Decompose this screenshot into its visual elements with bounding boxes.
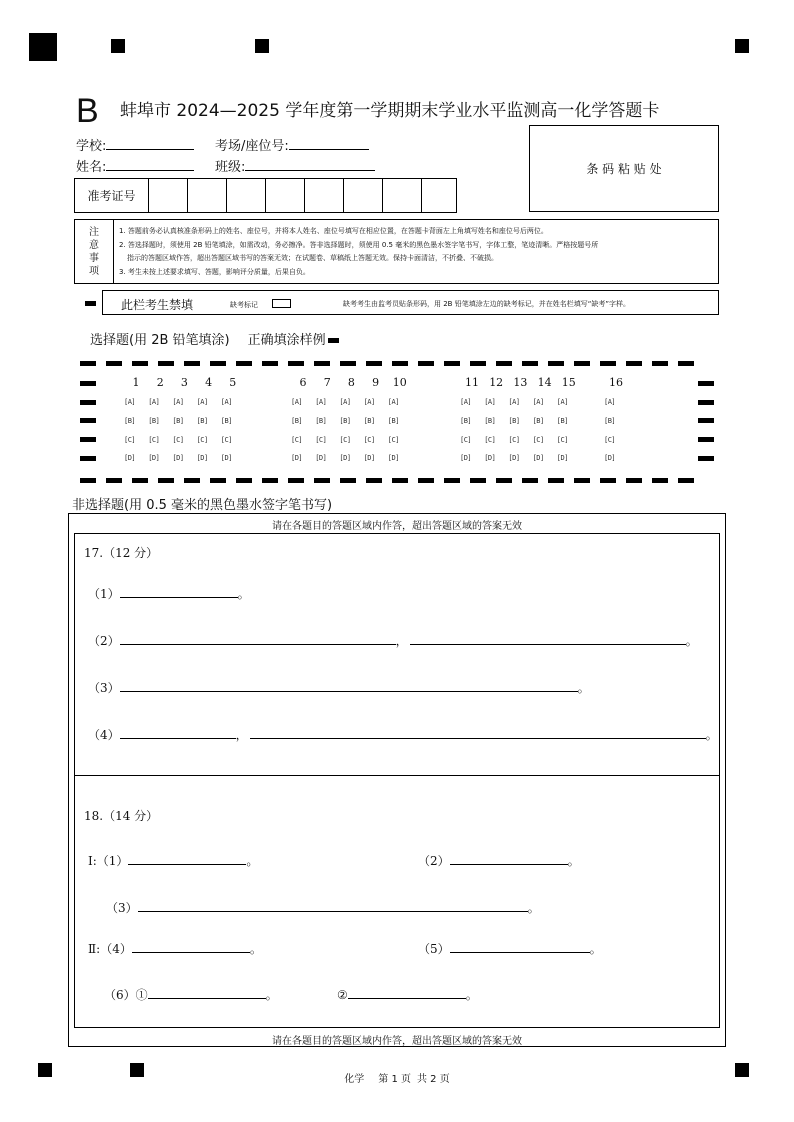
answer-bubble[interactable]: [B]	[532, 417, 544, 425]
answer-bubble[interactable]: [D]	[339, 454, 351, 462]
footer-total: 共 2 页	[417, 1074, 450, 1085]
name-field[interactable]	[76, 156, 194, 175]
timing-dash-bottom	[444, 478, 460, 483]
answer-bubble[interactable]: [D]	[508, 454, 520, 462]
answer-bubble[interactable]: [D]	[148, 454, 160, 462]
barcode-area	[529, 125, 719, 212]
timing-dash-left	[80, 418, 96, 423]
answer-bubble[interactable]: [B]	[604, 417, 616, 425]
timing-dash-top	[522, 361, 538, 366]
question-number: 10	[392, 376, 407, 389]
timing-dash-left	[80, 437, 96, 442]
q18-part4[interactable]: Ⅱ:（4） 。	[88, 942, 262, 956]
answer-bubble[interactable]: [B]	[315, 417, 327, 425]
absent-mark-label: 缺考标记	[230, 301, 258, 309]
answer-bubble[interactable]: [D]	[387, 454, 399, 462]
exam-id-cell[interactable]	[344, 179, 383, 212]
footer-page: 第 1 页	[378, 1074, 411, 1085]
absent-row-note: 缺考考生由监考员贴条形码，用 2B 铅笔填涂左边的缺考标记，并在姓名栏填写“缺考”字样。	[343, 300, 630, 308]
answer-bubble[interactable]: [C]	[556, 436, 568, 444]
school-field[interactable]	[76, 135, 194, 154]
timing-dash-bottom	[184, 478, 200, 483]
exam-id-cell[interactable]	[383, 179, 422, 212]
room-seat-field[interactable]	[215, 135, 369, 154]
timing-dash-bottom	[210, 478, 226, 483]
timing-dash-bottom	[522, 478, 538, 483]
answer-bubble[interactable]: [B]	[387, 417, 399, 425]
timing-mark-top-2	[255, 39, 269, 53]
answer-bubble[interactable]: [D]	[604, 454, 616, 462]
sample-fill-mark	[328, 338, 339, 343]
footer-subject: 化学	[344, 1074, 365, 1085]
q17-part2[interactable]: （2） ， 。	[88, 634, 698, 648]
timing-dash-right	[698, 381, 714, 386]
answer-bubble[interactable]: [C]	[532, 436, 544, 444]
answer-bubble[interactable]: [D]	[363, 454, 375, 462]
question-number: 15	[561, 376, 576, 389]
timing-dash-bottom	[418, 478, 434, 483]
answer-bubble[interactable]: [B]	[556, 417, 568, 425]
timing-dash-bottom	[236, 478, 252, 483]
timing-dash-right	[698, 456, 714, 461]
timing-dash-right	[698, 437, 714, 442]
timing-dash-right	[698, 400, 714, 405]
timing-dash-top	[548, 361, 564, 366]
timing-dash-bottom	[652, 478, 668, 483]
timing-dash-bottom	[574, 478, 590, 483]
answer-bubble[interactable]: [C]	[363, 436, 375, 444]
exam-id-label: 准考证号	[75, 179, 149, 212]
timing-dash-top	[574, 361, 590, 366]
answer-bubble[interactable]: [A]	[508, 398, 520, 406]
question-number: 12	[489, 376, 504, 389]
timing-dash-left	[80, 381, 96, 386]
timing-dash-top	[340, 361, 356, 366]
timing-dash-bottom	[600, 478, 616, 483]
timing-dash-top	[366, 361, 382, 366]
timing-dash-top	[444, 361, 460, 366]
answer-bubble[interactable]: [C]	[387, 436, 399, 444]
answer-bubble[interactable]: [C]	[604, 436, 616, 444]
timing-dash-right	[698, 418, 714, 423]
choice-section-title: 选择题(用 2B 铅笔填涂) 正确填涂样例	[90, 329, 339, 348]
timing-dash-left	[80, 400, 96, 405]
timing-dash-top	[158, 361, 174, 366]
answer-bubble[interactable]: [C]	[196, 436, 208, 444]
class-field[interactable]	[215, 156, 375, 175]
question-number: 14	[537, 376, 552, 389]
timing-dash-bottom	[340, 478, 356, 483]
answer-bubble[interactable]: [B]	[220, 417, 232, 425]
timing-mark-top-right	[735, 39, 749, 53]
question-number: 16	[609, 376, 623, 389]
timing-dash-bottom	[132, 478, 148, 483]
answer-bubble[interactable]: [A]	[339, 398, 351, 406]
timing-dash-bottom	[80, 478, 96, 483]
exam-id-cell[interactable]	[305, 179, 344, 212]
question-number: 4	[205, 376, 213, 389]
timing-dash-top	[470, 361, 486, 366]
room-seat-label: 考场/座位号:	[215, 139, 289, 154]
answer-bubble[interactable]: [D]	[196, 454, 208, 462]
q18-part6b[interactable]: ② 。	[337, 988, 478, 1002]
question-number: 11	[465, 376, 479, 389]
q17-title: 17.（12 分）	[84, 546, 159, 560]
timing-dash-top	[314, 361, 330, 366]
answer-bubble[interactable]: [B]	[172, 417, 184, 425]
answer-bubble[interactable]: [B]	[484, 417, 496, 425]
answer-bubble[interactable]: [A]	[460, 398, 472, 406]
answer-bubble[interactable]: [B]	[124, 417, 136, 425]
q18-title: 18.（14 分）	[84, 809, 159, 823]
answer-bubble[interactable]: [D]	[315, 454, 327, 462]
q17-part1[interactable]: （1） 。	[88, 587, 250, 601]
timing-dash-bottom	[470, 478, 486, 483]
exam-id-grid[interactable]	[74, 178, 457, 213]
timing-dash-bottom	[262, 478, 278, 483]
answer-bubble[interactable]: [D]	[532, 454, 544, 462]
timing-mark-top-left	[29, 33, 57, 61]
answer-bubble[interactable]: [D]	[220, 454, 232, 462]
exam-id-cell[interactable]	[149, 179, 188, 212]
timing-dash-bottom	[548, 478, 564, 483]
notice-item: 2. 答选择题时，须使用 2B 铅笔填涂，如需改动，务必擦净。答非选择题时，须使用 0.5 毫米的黑色墨水签字笔书写，字体工整，笔迹清晰。严格按题号所	[119, 241, 599, 249]
notice-item: 指示的答题区域作答，超出答题区域书写的答案无效；在试题卷、草稿纸上答题无效。保持卡面清洁，不折叠、不破损。	[127, 254, 498, 262]
question-number: 13	[513, 376, 528, 389]
timing-mark-top-1	[111, 39, 125, 53]
question-number: 1	[132, 376, 140, 389]
question-number: 3	[180, 376, 188, 389]
answer-bubble[interactable]: [C]	[148, 436, 160, 444]
question-number: 7	[323, 376, 331, 389]
answer-bubble[interactable]: [D]	[172, 454, 184, 462]
answer-bubble[interactable]: [B]	[460, 417, 472, 425]
answer-bubble[interactable]: [A]	[315, 398, 327, 406]
barcode-label: 条 码 粘 贴 处	[586, 162, 662, 176]
answer-bubble[interactable]: [C]	[460, 436, 472, 444]
question-number: 8	[347, 376, 355, 389]
exam-id-cell[interactable]	[266, 179, 305, 212]
q17-part4[interactable]: （4） ， 。	[88, 728, 718, 742]
timing-dash-top	[80, 361, 96, 366]
timing-dash-top	[678, 361, 694, 366]
answer-bubble[interactable]: [B]	[291, 417, 303, 425]
notice-item: 3. 考生未按上述要求填写、答题，影响评分质量，后果自负。	[119, 268, 310, 276]
timing-dash-top	[106, 361, 122, 366]
boundary-note-top: 请在各题目的答题区域内作答，超出答题区域的答案无效	[272, 521, 522, 532]
answer-bubble[interactable]: [A]	[532, 398, 544, 406]
answer-bubble[interactable]: [D]	[291, 454, 303, 462]
answer-bubble[interactable]: [B]	[339, 417, 351, 425]
answer-bubble[interactable]: [C]	[291, 436, 303, 444]
timing-dash-top	[184, 361, 200, 366]
answer-bubble[interactable]: [C]	[508, 436, 520, 444]
timing-dash-bottom	[366, 478, 382, 483]
timing-dash-top	[132, 361, 148, 366]
exam-id-cell[interactable]	[227, 179, 266, 212]
timing-dash-left	[80, 456, 96, 461]
timing-dash-bottom	[496, 478, 512, 483]
answer-bubble[interactable]: [D]	[556, 454, 568, 462]
q18-part6[interactable]: （6）① 。	[104, 988, 278, 1002]
timing-dash-bottom	[626, 478, 642, 483]
question-number: 5	[229, 376, 237, 389]
answer-bubble[interactable]: [A]	[604, 398, 616, 406]
answer-bubble[interactable]: [C]	[220, 436, 232, 444]
answer-bubble[interactable]: [A]	[387, 398, 399, 406]
notice-heading: 注意事项	[75, 220, 114, 283]
answer-bubble[interactable]: [C]	[172, 436, 184, 444]
answer-bubble[interactable]: [A]	[124, 398, 136, 406]
absent-row	[102, 290, 719, 315]
answer-bubble[interactable]: [D]	[460, 454, 472, 462]
answer-bubble[interactable]: [B]	[196, 417, 208, 425]
answer-bubble[interactable]: [A]	[196, 398, 208, 406]
sample-label: 正确填涂样例	[247, 333, 326, 348]
notice-item: 1. 答题前务必认真核准条形码上的姓名、座位号，并将本人姓名、座位号填写在相应位置，在答题卡背面左上角填写姓名和座位号后两位。	[119, 227, 548, 235]
answer-bubble[interactable]: [C]	[484, 436, 496, 444]
question-number: 9	[372, 376, 380, 389]
class-label: 班级:	[215, 160, 246, 175]
timing-dash-top	[392, 361, 408, 366]
timing-dash-top	[652, 361, 668, 366]
answer-bubble[interactable]: [C]	[124, 436, 136, 444]
timing-dash-bottom	[106, 478, 122, 483]
answer-bubble[interactable]: [B]	[148, 417, 160, 425]
footer	[0, 1070, 794, 1085]
page-title: 蚌埠市 2024—2025 学年度第一学期期末学业水平监测高一化学答题卡	[120, 101, 660, 121]
timing-dash-bottom	[314, 478, 330, 483]
version-letter: B	[76, 92, 99, 130]
q18-part3[interactable]: （3） 。	[106, 901, 540, 915]
q18-part5[interactable]: （5） 。	[418, 942, 602, 956]
answer-bubble[interactable]: [D]	[124, 454, 136, 462]
name-label: 姓名:	[76, 160, 107, 175]
timing-dash-top	[600, 361, 616, 366]
timing-dash-top	[496, 361, 512, 366]
q17-part3[interactable]: （3） 。	[88, 681, 590, 695]
boundary-note-bottom: 请在各题目的答题区域内作答，超出答题区域的答案无效	[272, 1036, 522, 1047]
timing-dash-bottom	[288, 478, 304, 483]
absent-row-label: 此栏考生禁填	[121, 298, 194, 312]
timing-dash-top	[418, 361, 434, 366]
timing-dash-top	[262, 361, 278, 366]
timing-dash-bottom	[158, 478, 174, 483]
timing-dash-top	[210, 361, 226, 366]
exam-id-cell[interactable]	[422, 179, 456, 212]
answer-bubble[interactable]: [C]	[315, 436, 327, 444]
question-number: 6	[299, 376, 307, 389]
answer-bubble[interactable]: [A]	[220, 398, 232, 406]
answer-bubble[interactable]: [A]	[148, 398, 160, 406]
notice-box	[74, 219, 719, 284]
answer-bubble[interactable]: [A]	[291, 398, 303, 406]
answer-bubble[interactable]: [A]	[484, 398, 496, 406]
answer-bubble[interactable]: [A]	[172, 398, 184, 406]
exam-id-cell[interactable]	[188, 179, 227, 212]
answer-bubble[interactable]: [A]	[556, 398, 568, 406]
nonchoice-section-title: 非选择题(用 0.5 毫米的黑色墨水签字笔书写)	[72, 498, 333, 513]
timing-dash-top	[236, 361, 252, 366]
timing-dash-top	[288, 361, 304, 366]
question-number: 2	[156, 376, 164, 389]
timing-dash-bottom	[392, 478, 408, 483]
school-label: 学校:	[76, 139, 107, 154]
q18-part2[interactable]: （2） 。	[418, 854, 580, 868]
answer-bubble[interactable]: [C]	[339, 436, 351, 444]
absent-marker-bar	[85, 301, 96, 306]
answer-bubble[interactable]: [B]	[363, 417, 375, 425]
timing-dash-bottom	[678, 478, 694, 483]
q18-part1[interactable]: Ⅰ:（1） 。	[88, 854, 259, 868]
answer-bubble[interactable]: [B]	[508, 417, 520, 425]
absent-mark-box[interactable]	[272, 299, 291, 308]
answer-bubble[interactable]: [D]	[484, 454, 496, 462]
answer-bubble[interactable]: [A]	[363, 398, 375, 406]
timing-dash-top	[626, 361, 642, 366]
